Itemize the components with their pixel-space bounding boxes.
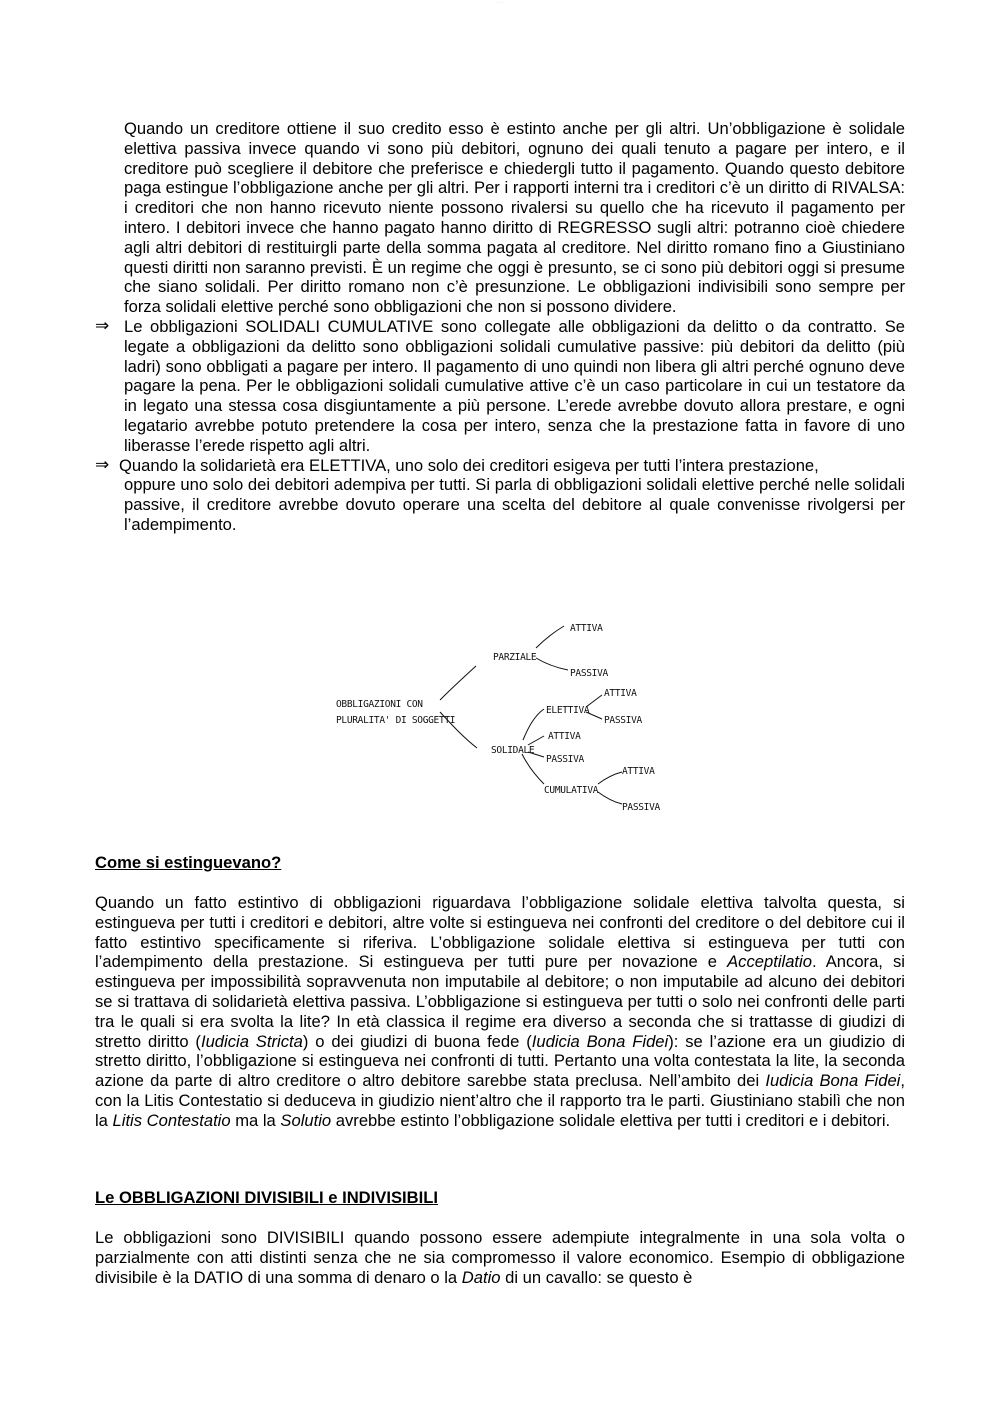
bullet-text-rest: oppure uno solo dei debitori adempiva per tutti. Si parla di obbligazioni solidali elettive perché nelle solidali passive, il creditore avrebbe dovuto operare una scelta del debitore al quale convenisse rivolgersi per l’adempimento. <box>124 475 905 534</box>
obligations-tree-diagram <box>330 612 670 817</box>
arrow-icon: ⇒ <box>95 315 110 336</box>
term-iudicia-stricta: Iudicia Stricta <box>200 1031 303 1051</box>
arrow-icon: ⇒ <box>95 454 110 475</box>
edge-cumulativa-attiva <box>598 772 622 784</box>
node-cumulativa-passiva: PASSIVA <box>622 802 660 813</box>
section1-paragraph: Quando un fatto estintivo di obbligazioni riguardava l’obbligazione solidale elettiva talvolta questa, si estingueva per tutti i creditori e debitori, altre volte si estingueva nei confronti del creditore o del debitore cui il fatto estintivo specificamente si riferiva. L’obbligazione solidale elettiva si estingueva per tutti con l’adempimento della prestazione. Si estingueva per tutti pure per novazione e Acceptilatio. Ancora, si estingueva per impossibilità sopravvenuta non imputabile al debitore; o non imputabile ad alcuno dei debitori se si trattava di solidarietà elettiva passiva. L’obbligazione si estingueva per tutti o solo nei confronti delle parti tra le quali si era svolta la lite? In età classica il regime era diverso a seconda che si trattasse di giudizi di stretto diritto (Iudicia Stricta) o dei giudizi di buona fede (Iudicia Bona Fidei): se l’azione era un giudizio di stretto diritto, l’obbligazione si estingueva nei confronti di tutti. Pertanto una volta contestata la lite, la seconda azione da parte di altro creditore o altro debitore sarebbe stata preclusa. Nell’ambito dei Iudicia Bona Fidei, con la Litis Contestatio si deduceva in giudizio nient’altro che il rapporto tra le parti. Giustiniano stabilì che non la Litis Contestatio ma la Solutio avrebbe estinto l’obbligazione solidale elettiva per tutti i creditori e i debitori. <box>95 893 906 1130</box>
node-cumulativa: CUMULATIVA <box>544 785 599 796</box>
bullet-text-first: Quando la solidarietà era ELETTIVA, uno solo dei creditori esigeva per tutti l’intera prestazione, <box>119 455 819 475</box>
bullet-elettiva <box>95 456 905 535</box>
edge-solidale-cumulativa <box>522 754 544 784</box>
section2-paragraph: Le obbligazioni sono DIVISIBILI quando possono essere adempiute integralmente in una sola volta o parzialmente con atti distinti senza che ne sia compromesso il valore economico. Esempio di obbligazione divisibile è la DATIO di una somma di denaro o la Datio di un cavallo: se questo è <box>95 1228 905 1287</box>
edge-parziale-attiva <box>536 626 564 648</box>
node-parziale: PARZIALE <box>493 652 537 663</box>
intro-block <box>95 119 905 535</box>
node-parziale-passiva: PASSIVA <box>570 668 608 679</box>
root-label-2: PLURALITA' DI SOGGETTI <box>336 715 456 726</box>
term-solutio: Solutio <box>280 1110 332 1130</box>
term-iudicia-bona-fidei-2: Iudicia Bona Fidei <box>765 1071 901 1091</box>
edge-root-parziale <box>440 666 476 700</box>
edge-solidale-elettiva <box>523 709 544 740</box>
node-cumulativa-attiva: ATTIVA <box>622 766 655 777</box>
section-heading-estinguevano: Come si estinguevano? <box>95 853 282 872</box>
section-heading-divisibili: Le OBBLIGAZIONI DIVISIBILI e INDIVISIBILI <box>95 1188 438 1207</box>
intro-paragraph: Quando un creditore ottiene il suo credito esso è estinto anche per gli altri. Un’obbligazione è solidale elettiva passiva invece quando vi sono più debitori, ognuno dei quali tenuto a pagare per intero, e il creditore può scegliere il debitore che preferisce e chiedergli tutto il pagamento. Quando questo debitore paga estingue l’obbligazione anche per gli altri. Per i rapporti interni tra i creditori c’è un diritto di RIVALSA: i creditori che non hanno ricevuto niente possono rivalersi su quello che ha ricevuto il pagamento per intero. I debitori invece che hanno pagato hanno diritto di REGRESSO sugli altri: potranno cioè chiedere agli altri debitori di restituirgli parte della somma pagata al creditore. Nel diritto romano fino a Giustiniano questi diritti non saranno previsti. È un regime che oggi è presunto, se ci sono più debitori oggi si presume che siano solidali. Per diritto romano non c’è presunzione. Le obbligazioni indivisibili sono sempre per forza solidali elettive perché sono obbligazioni che non si possono dividere. <box>124 119 905 317</box>
node-parziale-attiva: ATTIVA <box>570 623 603 634</box>
edge-parziale-passiva <box>536 658 568 670</box>
section-heading-2-wrap <box>95 1188 905 1208</box>
term-iudicia-bona-fidei: Iudicia Bona Fidei <box>531 1031 669 1051</box>
section-heading-1-wrap <box>95 853 905 873</box>
term-datio: Datio <box>461 1267 501 1287</box>
bullet-solidali-cumulative <box>95 317 905 456</box>
section1-block <box>95 893 905 1131</box>
node-solidale: SOLIDALE <box>491 745 535 756</box>
node-elettiva: ELETTIVA <box>546 705 590 716</box>
node-elettiva-attiva: ATTIVA <box>604 688 637 699</box>
node-solidale-attiva: ATTIVA <box>548 731 581 742</box>
edge-cumulativa-passiva <box>598 792 622 804</box>
term-litis-contestatio: Litis Contestatio <box>112 1110 231 1130</box>
header-mark: ............ <box>494 0 505 4</box>
section2-block <box>95 1228 905 1287</box>
edge-solidale-attiva <box>528 736 544 745</box>
term-acceptilatio: Acceptilatio <box>727 952 812 972</box>
node-elettiva-passiva: PASSIVA <box>604 715 642 726</box>
bullet-text: Le obbligazioni SOLIDALI CUMULATIVE sono collegate alle obbligazioni da delitto o da contratto. Se legate a obbligazioni da delitto sono obbligazioni solidali cumulative passive: più debitori da delitto (più ladri) sono obbligati a pagare per intero. Il pagamento di uno quindi non libera gli altri perché ognuno deve pagare la pena. Per le obbligazioni solidali cumulative attive c’è un caso particolare in cui un testatore da in legato una stessa cosa disgiuntamente a più persone. L’erede avrebbe dovuto allora prestare, e ogni legatario avrebbe potuto pretendere la cosa per intero, senza che la prestazione fatta in favore di uno liberasse l’erede rispetto agli altri. <box>124 316 905 455</box>
node-solidale-passiva: PASSIVA <box>546 754 584 765</box>
root-label-1: OBBLIGAZIONI CON <box>336 699 423 710</box>
